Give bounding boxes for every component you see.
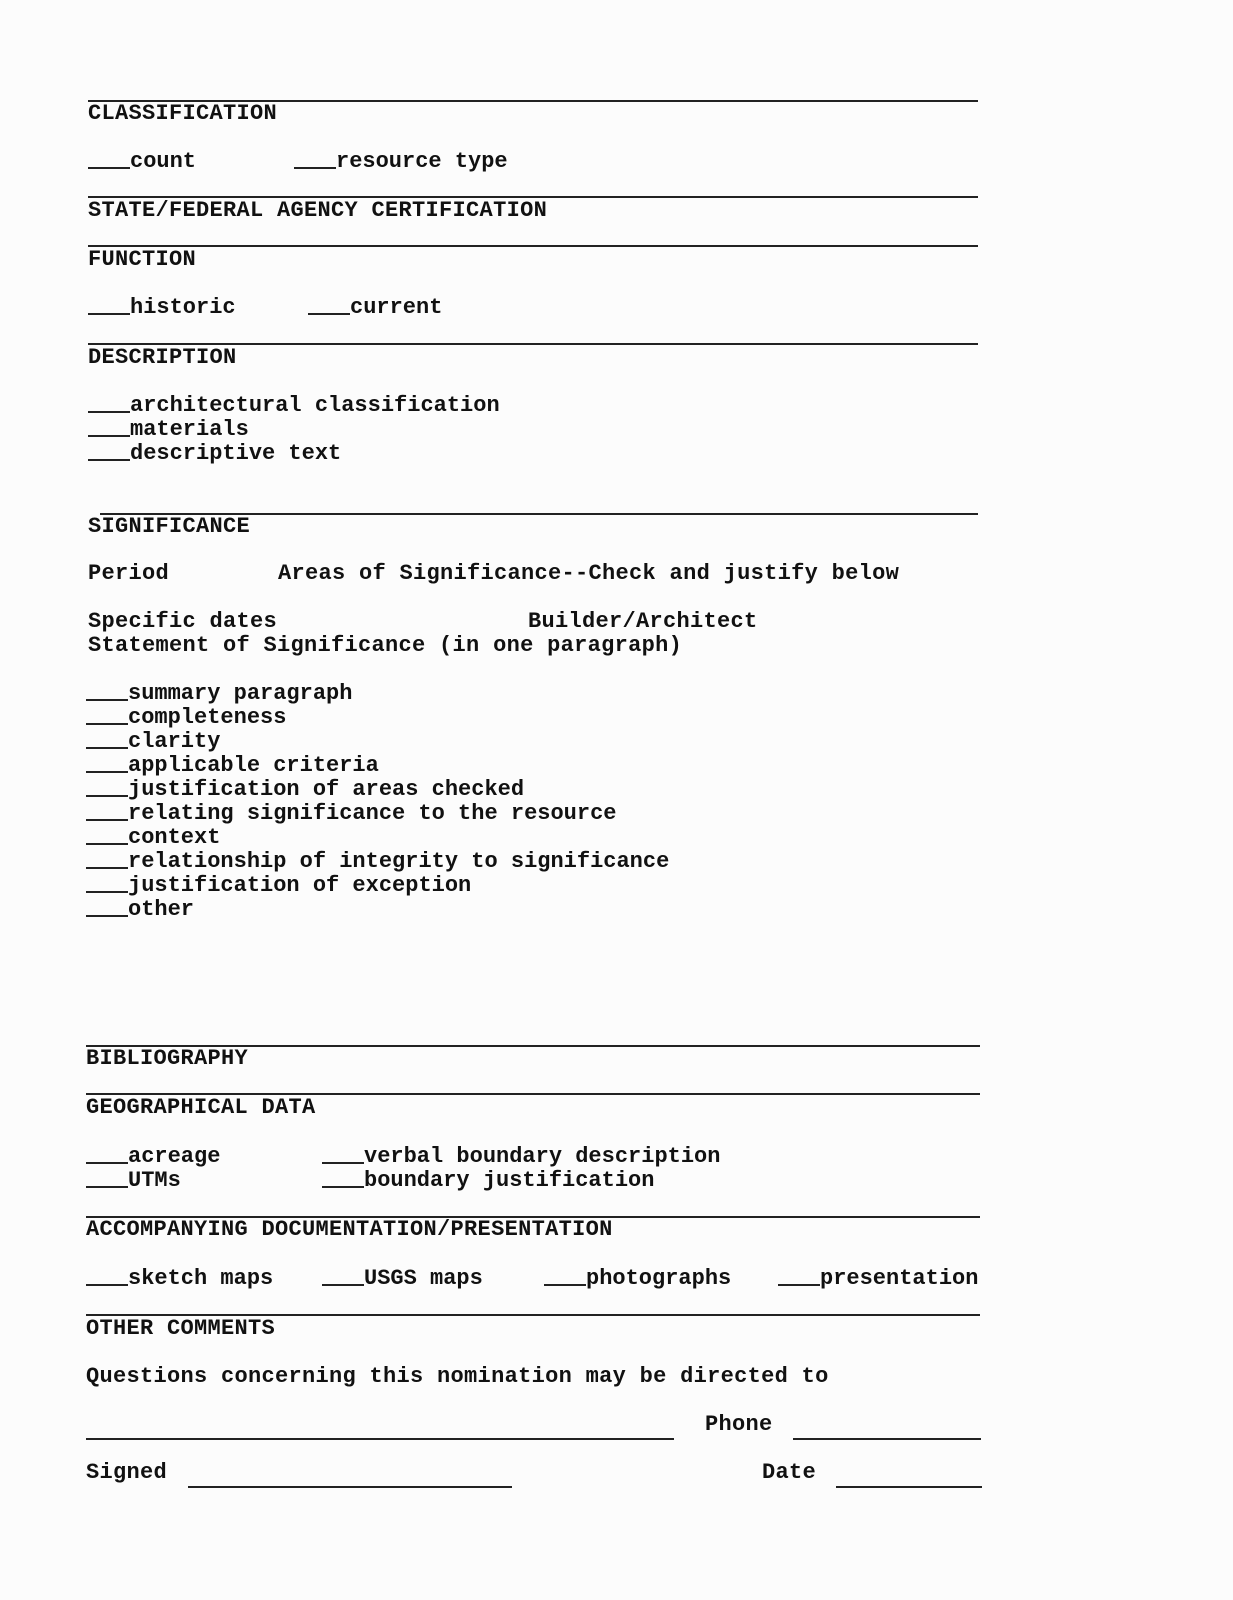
- check-blank[interactable]: [86, 817, 128, 821]
- checkbox-current[interactable]: current: [308, 296, 442, 320]
- areas-label: Areas of Significance--Check and justify below: [278, 561, 900, 586]
- checkbox-sketch-maps[interactable]: sketch maps: [86, 1267, 273, 1291]
- classification-heading: CLASSIFICATION: [88, 101, 278, 126]
- check-blank[interactable]: [294, 165, 336, 169]
- check-blank[interactable]: [88, 165, 130, 169]
- phone-line[interactable]: [793, 1438, 981, 1440]
- documentation-heading: ACCOMPANYING DOCUMENTATION/PRESENTATION: [86, 1217, 613, 1242]
- checkbox-applicable-criteria[interactable]: applicable criteria: [86, 754, 379, 778]
- certification-heading: STATE/FEDERAL AGENCY CERTIFICATION: [88, 198, 548, 223]
- check-blank[interactable]: [88, 409, 130, 413]
- specific-dates-label: Specific dates: [88, 609, 278, 634]
- check-blank[interactable]: [86, 745, 128, 749]
- date-line[interactable]: [836, 1486, 982, 1488]
- signature-line[interactable]: [188, 1486, 512, 1488]
- checkbox-boundary-justification[interactable]: boundary justification: [322, 1169, 654, 1193]
- checkbox-resource-type[interactable]: resource type: [294, 150, 508, 174]
- check-blank[interactable]: [308, 311, 350, 315]
- statement-label: Statement of Significance (in one paragraph): [88, 633, 683, 658]
- check-blank[interactable]: [778, 1282, 820, 1286]
- check-blank[interactable]: [86, 865, 128, 869]
- phone-label: Phone: [705, 1412, 773, 1437]
- checkbox-other[interactable]: other: [86, 898, 194, 922]
- check-blank[interactable]: [88, 457, 130, 461]
- questions-text: Questions concerning this nomination may be directed to: [86, 1364, 829, 1389]
- description-heading: DESCRIPTION: [88, 345, 237, 370]
- checkbox-descriptive-text[interactable]: descriptive text: [88, 442, 341, 466]
- check-blank[interactable]: [86, 913, 128, 917]
- check-blank[interactable]: [86, 721, 128, 725]
- date-label: Date: [762, 1460, 817, 1485]
- contact-name-line[interactable]: [86, 1438, 674, 1440]
- check-blank[interactable]: [86, 841, 128, 845]
- check-blank[interactable]: [86, 769, 128, 773]
- check-blank[interactable]: [322, 1160, 364, 1164]
- checkbox-verbal-boundary[interactable]: verbal boundary description: [322, 1145, 720, 1169]
- checkbox-completeness[interactable]: completeness: [86, 706, 286, 730]
- significance-heading: SIGNIFICANCE: [88, 514, 251, 539]
- check-blank[interactable]: [86, 1282, 128, 1286]
- check-blank[interactable]: [86, 889, 128, 893]
- period-label: Period: [88, 561, 170, 586]
- checkbox-relationship-integrity[interactable]: relationship of integrity to significance: [86, 850, 669, 874]
- signed-label: Signed: [86, 1460, 168, 1485]
- builder-architect-label: Builder/Architect: [528, 609, 758, 634]
- checkbox-context[interactable]: context: [86, 826, 220, 850]
- check-blank[interactable]: [544, 1282, 586, 1286]
- checkbox-utms[interactable]: UTMs: [86, 1169, 181, 1193]
- bibliography-heading: BIBLIOGRAPHY: [86, 1046, 249, 1071]
- section-rule: [88, 245, 978, 247]
- checkbox-justification-exception[interactable]: justification of exception: [86, 874, 471, 898]
- checkbox-acreage[interactable]: acreage: [86, 1145, 220, 1169]
- checkbox-summary-paragraph[interactable]: summary paragraph: [86, 682, 352, 706]
- comments-heading: OTHER COMMENTS: [86, 1316, 276, 1341]
- checkbox-count[interactable]: count: [88, 150, 196, 174]
- checkbox-justification-areas[interactable]: justification of areas checked: [86, 778, 524, 802]
- checkbox-usgs-maps[interactable]: USGS maps: [322, 1267, 483, 1291]
- check-blank[interactable]: [88, 433, 130, 437]
- checkbox-relating-significance[interactable]: relating significance to the resource: [86, 802, 616, 826]
- check-blank[interactable]: [322, 1184, 364, 1188]
- checkbox-presentation[interactable]: presentation: [778, 1267, 978, 1291]
- check-blank[interactable]: [86, 793, 128, 797]
- check-blank[interactable]: [322, 1282, 364, 1286]
- function-heading: FUNCTION: [88, 247, 197, 272]
- check-blank[interactable]: [86, 1160, 128, 1164]
- check-blank[interactable]: [88, 311, 130, 315]
- checkbox-architectural-classification[interactable]: architectural classification: [88, 394, 500, 418]
- checkbox-materials[interactable]: materials: [88, 418, 249, 442]
- checkbox-historic[interactable]: historic: [88, 296, 236, 320]
- checkbox-clarity[interactable]: clarity: [86, 730, 220, 754]
- check-blank[interactable]: [86, 1184, 128, 1188]
- geographical-heading: GEOGRAPHICAL DATA: [86, 1095, 316, 1120]
- checkbox-photographs[interactable]: photographs: [544, 1267, 731, 1291]
- check-blank[interactable]: [86, 697, 128, 701]
